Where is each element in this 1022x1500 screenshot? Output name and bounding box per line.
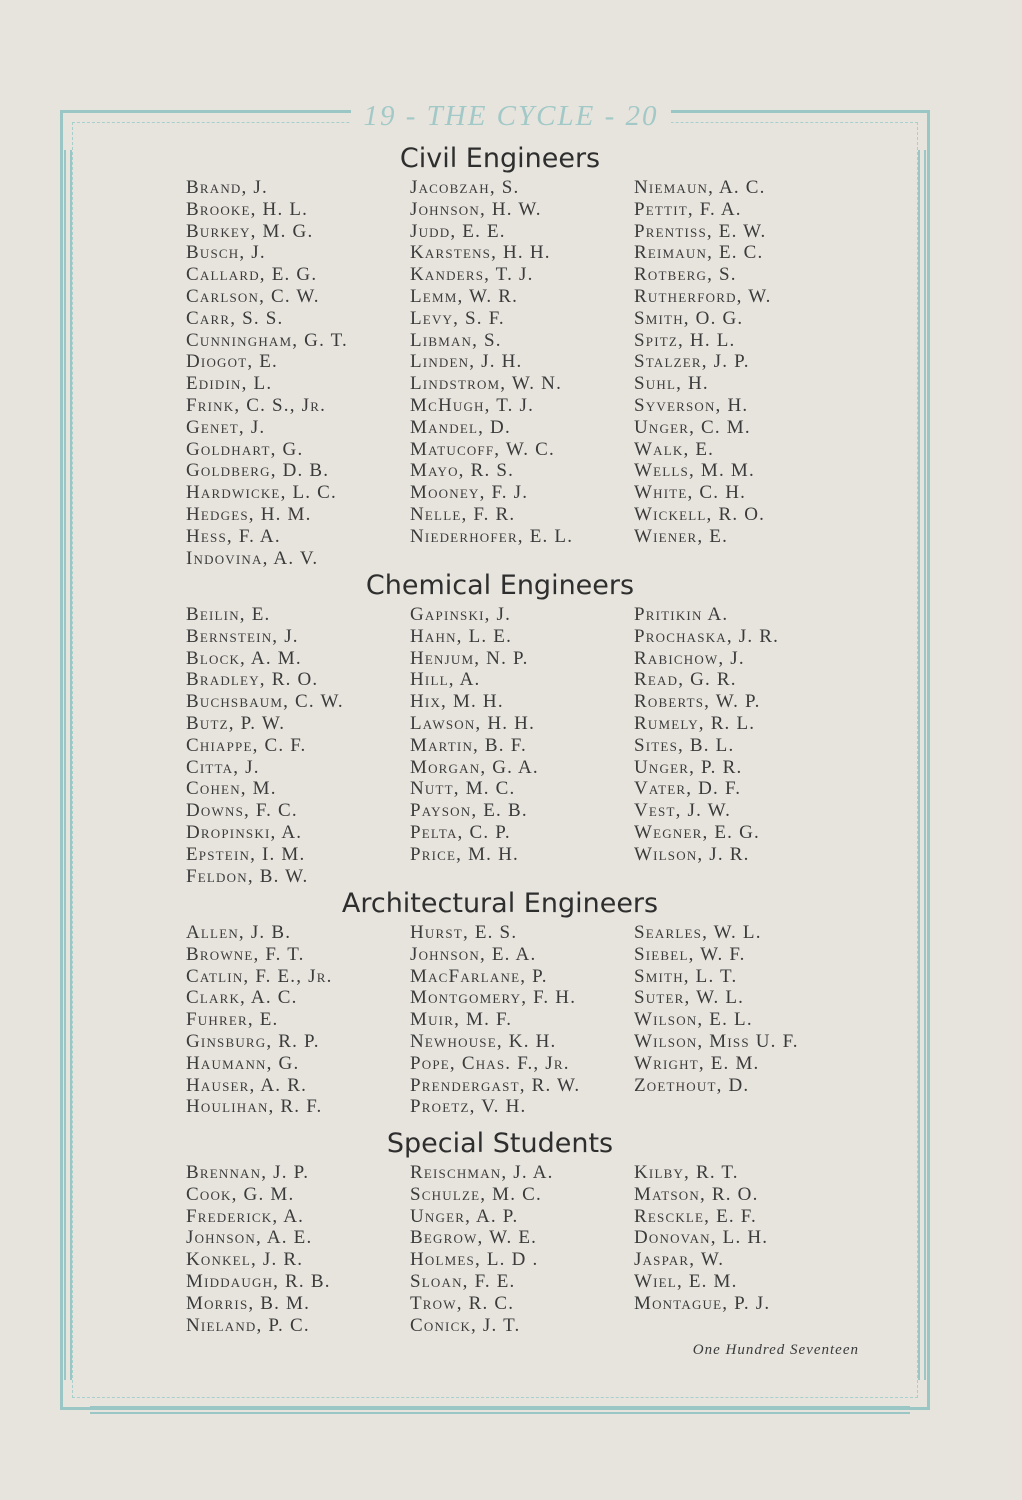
name-entry: Epstein, I. M. xyxy=(186,843,306,865)
name-entry: Rotberg, S. xyxy=(634,264,737,286)
name-entry: Genet, J. xyxy=(186,416,266,438)
name-entry: Browne, F. T. xyxy=(186,943,305,965)
name-entry: Henjum, N. P. xyxy=(410,647,529,669)
name-entry: Niederhofer, E. L. xyxy=(410,525,574,547)
name-entry: Wiel, E. M. xyxy=(634,1270,738,1292)
name-entry: Dropinski, A. xyxy=(186,821,303,843)
name-entry: Cohen, M. xyxy=(186,778,277,800)
name-entry: Chiappe, C. F. xyxy=(186,734,307,756)
name-entry: Trow, R. C. xyxy=(410,1292,515,1314)
name-entry: Carlson, C. W. xyxy=(186,285,320,307)
name-entry: Catlin, F. E., Jr. xyxy=(186,965,333,987)
name-list xyxy=(634,922,799,1096)
name-entry: Jaspar, W. xyxy=(634,1249,725,1271)
name-entry: Brooke, H. L. xyxy=(186,198,309,220)
name-entry: Prentiss, E. W. xyxy=(634,220,767,242)
name-entry: Judd, E. E. xyxy=(410,220,506,242)
name-entry: Karstens, H. H. xyxy=(410,242,551,264)
name-list xyxy=(186,922,333,1118)
name-entry: Kanders, T. J. xyxy=(410,264,534,286)
name-entry: Frederick, A. xyxy=(186,1205,305,1227)
section-title-architectural: Architectural Engineers xyxy=(341,888,659,919)
name-entry: Konkel, J. R. xyxy=(186,1249,304,1271)
name-list xyxy=(410,177,573,548)
name-entry: Linden, J. H. xyxy=(410,351,523,373)
name-entry: Mandel, D. xyxy=(410,416,511,438)
section-title-chemical: Chemical Engineers xyxy=(365,570,635,601)
name-entry: Resckle, E. F. xyxy=(634,1205,757,1227)
name-entry: Schulze, M. C. xyxy=(410,1183,542,1205)
name-entry: Wilson, Miss U. F. xyxy=(634,1030,799,1052)
name-entry: Unger, P. R. xyxy=(634,756,743,778)
name-entry: Sites, B. L. xyxy=(634,734,735,756)
name-entry: Newhouse, K. H. xyxy=(410,1030,557,1052)
name-entry: Downs, F. C. xyxy=(186,800,298,822)
name-entry: Brennan, J. P. xyxy=(186,1162,310,1183)
name-entry: Beilin, E. xyxy=(186,604,271,625)
name-entry: Pettit, F. A. xyxy=(634,198,742,220)
name-entry: Busch, J. xyxy=(186,242,266,264)
name-entry: Conick, J. T. xyxy=(410,1314,521,1336)
name-entry: Hauser, A. R. xyxy=(186,1074,308,1096)
name-entry: Smith, O. G. xyxy=(634,307,744,329)
name-entry: Sloan, F. E. xyxy=(410,1270,516,1292)
name-entry: Goldberg, D. B. xyxy=(186,460,330,482)
name-entry: Matucoff, W. C. xyxy=(410,438,555,460)
name-entry: Hix, M. H. xyxy=(410,691,504,713)
name-entry: Callard, E. G. xyxy=(186,264,318,286)
name-entry: Stalzer, J. P. xyxy=(634,351,750,373)
name-entry: Proetz, V. H. xyxy=(410,1096,527,1118)
name-entry: Nieland, P. C. xyxy=(186,1314,310,1336)
name-entry: Cook, G. M. xyxy=(186,1183,295,1205)
name-entry: Suter, W. L. xyxy=(634,987,745,1009)
name-entry: Read, G. R. xyxy=(634,669,737,691)
name-entry: Rabichow, J. xyxy=(634,647,745,669)
name-entry: Hardwicke, L. C. xyxy=(186,482,337,504)
name-list xyxy=(186,604,344,887)
name-entry: Frink, C. S., Jr. xyxy=(186,394,327,416)
name-entry: Donovan, L. H. xyxy=(634,1227,769,1249)
name-entry: Feldon, B. W. xyxy=(186,865,309,887)
name-entry: Pritikin A. xyxy=(634,604,729,625)
name-entry: Reischman, J. A. xyxy=(410,1162,554,1183)
name-entry: Smith, L. T. xyxy=(634,965,738,987)
name-entry: Lindstrom, W. N. xyxy=(410,373,563,395)
name-entry: Unger, A. P. xyxy=(410,1205,519,1227)
name-list xyxy=(634,1162,770,1315)
name-entry: Burkey, M. G. xyxy=(186,220,314,242)
name-entry: Haumann, G. xyxy=(186,1052,300,1074)
name-entry: Payson, E. B. xyxy=(410,800,528,822)
name-entry: Prendergast, R. W. xyxy=(410,1074,581,1096)
name-entry: Buchsbaum, C. W. xyxy=(186,691,344,713)
name-entry: Hill, A. xyxy=(410,669,481,691)
name-entry: Johnson, H. W. xyxy=(410,198,542,220)
name-entry: Rutherford, W. xyxy=(634,285,772,307)
name-list xyxy=(186,177,348,569)
name-entry: Goldhart, G. xyxy=(186,438,304,460)
name-entry: Edidin, L. xyxy=(186,373,273,395)
name-entry: White, C. H. xyxy=(634,482,747,504)
name-entry: Vest, J. W. xyxy=(634,800,732,822)
name-entry: Hahn, L. E. xyxy=(410,625,513,647)
name-entry: Wilson, J. R. xyxy=(634,843,750,865)
name-entry: Bradley, R. O. xyxy=(186,669,319,691)
name-entry: Muir, M. F. xyxy=(410,1009,513,1031)
name-entry: Wright, E. M. xyxy=(634,1052,760,1074)
name-entry: Ginsburg, R. P. xyxy=(186,1030,320,1052)
page-number-footer: One Hundred Seventeen xyxy=(692,1342,859,1358)
name-entry: Price, M. H. xyxy=(410,843,519,865)
name-entry: Vater, D. F. xyxy=(634,778,742,800)
name-entry: Searles, W. L. xyxy=(634,922,762,943)
name-entry: Block, A. M. xyxy=(186,647,302,669)
name-entry: Wiener, E. xyxy=(634,525,729,547)
name-entry: Reimaun, E. C. xyxy=(634,242,764,264)
name-entry: Spitz, H. L. xyxy=(634,329,736,351)
name-entry: Libman, S. xyxy=(410,329,502,351)
name-entry: Jacobzah, S. xyxy=(410,177,520,198)
name-entry: Holmes, L. D . xyxy=(410,1249,539,1271)
name-entry: Wilson, E. L. xyxy=(634,1009,753,1031)
name-entry: Nelle, F. R. xyxy=(410,503,516,525)
name-entry: Gapinski, J. xyxy=(410,604,512,625)
name-entry: Fuhrer, E. xyxy=(186,1009,279,1031)
section-title-special: Special Students xyxy=(386,1128,614,1159)
name-entry: Syverson, H. xyxy=(634,394,749,416)
name-entry: Niemaun, A. C. xyxy=(634,177,766,198)
name-entry: Roberts, W. P. xyxy=(634,691,761,713)
name-entry: Allen, J. B. xyxy=(186,922,292,943)
name-entry: Wegner, E. G. xyxy=(634,821,760,843)
name-list xyxy=(186,1162,331,1336)
name-entry: Suhl, H. xyxy=(634,373,709,395)
name-list xyxy=(410,604,539,866)
name-entry: Begrow, W. E. xyxy=(410,1227,538,1249)
name-list xyxy=(410,1162,554,1336)
name-entry: Wells, M. M. xyxy=(634,460,755,482)
name-list xyxy=(634,604,779,866)
page-header: 19 - THE CYCLE - 20 xyxy=(0,100,1022,133)
name-entry: Prochaska, J. R. xyxy=(634,625,780,647)
name-entry: Montgomery, F. H. xyxy=(410,987,577,1009)
name-entry: Montague, P. J. xyxy=(634,1292,771,1314)
name-list xyxy=(410,922,580,1118)
name-entry: Mayo, R. S. xyxy=(410,460,515,482)
name-entry: Morgan, G. A. xyxy=(410,756,539,778)
section-title-civil: Civil Engineers xyxy=(399,143,601,174)
name-entry: Nutt, M. C. xyxy=(410,778,516,800)
name-entry: Rumely, R. L. xyxy=(634,712,756,734)
name-entry: Wickell, R. O. xyxy=(634,503,766,525)
name-entry: Lawson, H. H. xyxy=(410,712,536,734)
name-entry: MacFarlane, P. xyxy=(410,965,548,987)
name-entry: Bernstein, J. xyxy=(186,625,299,647)
name-entry: Middaugh, R. B. xyxy=(186,1270,331,1292)
name-entry: Brand, J. xyxy=(186,177,268,198)
name-entry: Butz, P. W. xyxy=(186,712,286,734)
name-entry: Johnson, A. E. xyxy=(186,1227,313,1249)
name-list xyxy=(634,177,772,548)
name-entry: Hurst, E. S. xyxy=(410,922,518,943)
name-entry: Pope, Chas. F., Jr. xyxy=(410,1052,570,1074)
name-entry: Siebel, W. F. xyxy=(634,943,746,965)
name-entry: Matson, R. O. xyxy=(634,1183,759,1205)
name-entry: Pelta, C. P. xyxy=(410,821,511,843)
name-entry: Citta, J. xyxy=(186,756,260,778)
name-entry: Martin, B. F. xyxy=(410,734,527,756)
border-rail-right xyxy=(918,150,926,1380)
name-entry: Unger, C. M. xyxy=(634,416,751,438)
name-entry: Walk, E. xyxy=(634,438,715,460)
name-entry: Kilby, R. T. xyxy=(634,1162,739,1183)
name-entry: Clark, A. C. xyxy=(186,987,298,1009)
name-entry: Hedges, H. M. xyxy=(186,503,312,525)
name-entry: Johnson, E. A. xyxy=(410,943,537,965)
border-rail-bottom xyxy=(90,1406,910,1414)
name-entry: Morris, B. M. xyxy=(186,1292,311,1314)
name-entry: Houlihan, R. F. xyxy=(186,1096,323,1118)
name-entry: Carr, S. S. xyxy=(186,307,284,329)
name-entry: McHugh, T. J. xyxy=(410,394,535,416)
name-entry: Lemm, W. R. xyxy=(410,285,519,307)
name-entry: Mooney, F. J. xyxy=(410,482,529,504)
name-entry: Cunningham, G. T. xyxy=(186,329,349,351)
border-rail-left xyxy=(64,150,72,1380)
name-entry: Zoethout, D. xyxy=(634,1074,750,1096)
name-entry: Diogot, E. xyxy=(186,351,279,373)
name-entry: Indovina, A. V. xyxy=(186,547,319,569)
name-entry: Levy, S. F. xyxy=(410,307,505,329)
name-entry: Hess, F. A. xyxy=(186,525,281,547)
